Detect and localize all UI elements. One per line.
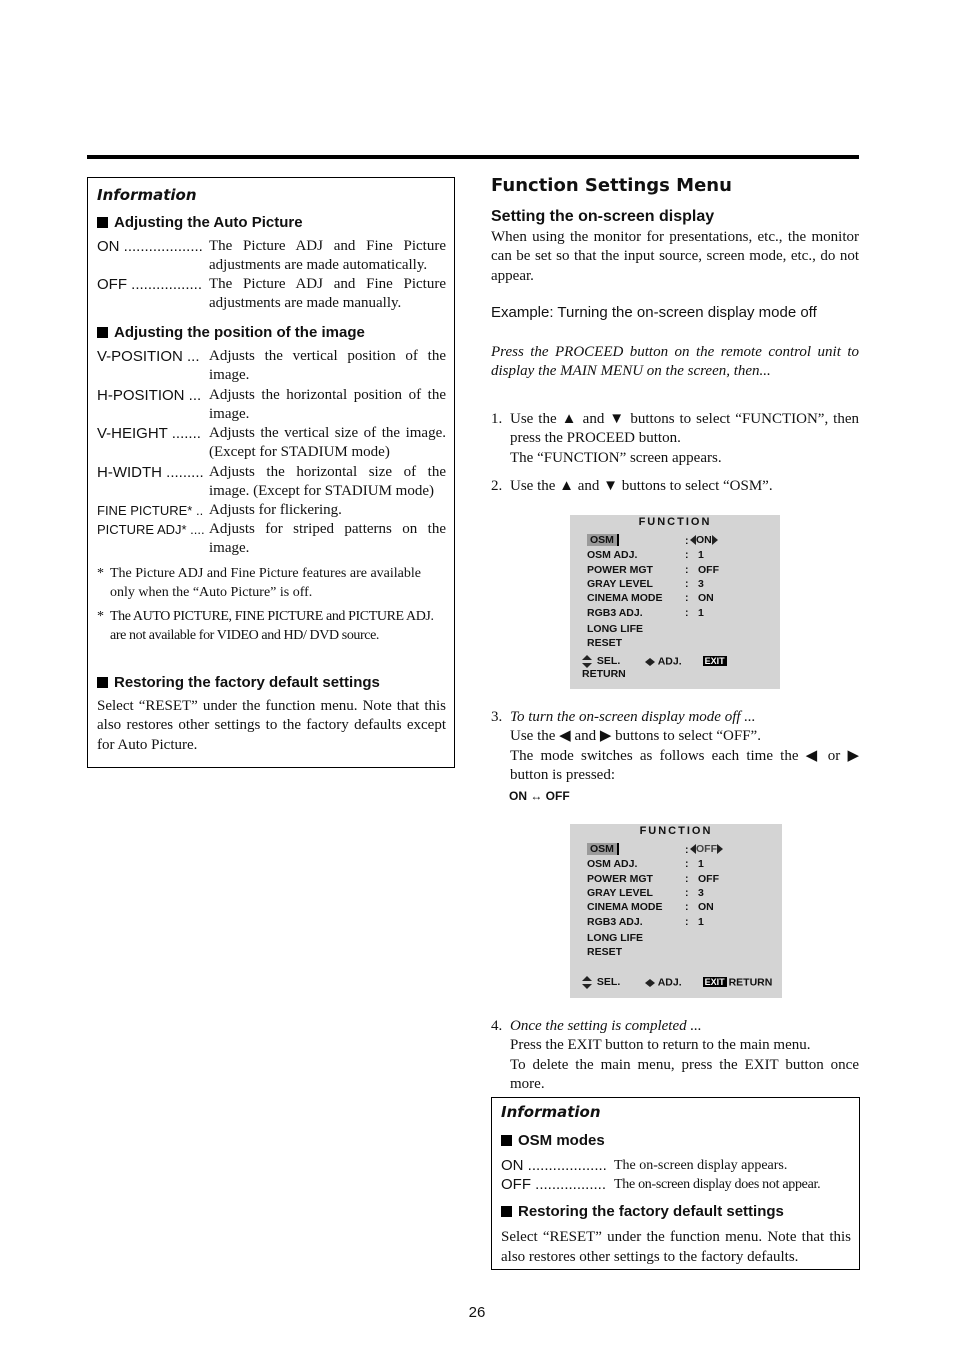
definition-row bbox=[97, 501, 446, 521]
definition-term: ON ................... bbox=[97, 238, 203, 255]
definition-term: FINE PICTURE* .. bbox=[97, 503, 204, 518]
example-heading: Example: Turning the on-screen display mode off bbox=[491, 304, 817, 321]
definition-row bbox=[97, 424, 446, 464]
osd-row-label bbox=[587, 843, 619, 855]
function-menu-osd: FUNCTION OSM : OFF OSM ADJ. : 1 POWER MGT : OFF GRAY LEVEL : 3 CINEMA MODE : ON RGB3 ADJ. : 1 LONG LIFE RESET SEL. ADJ. EXIT RETURN bbox=[570, 824, 782, 998]
definition-row bbox=[501, 1175, 851, 1195]
left-information-box bbox=[87, 177, 455, 768]
definition-row bbox=[97, 463, 446, 503]
definition-term: H-WIDTH ......... bbox=[97, 464, 204, 481]
definition-desc: The Picture ADJ and Fine Picture adjustments are made manually. bbox=[209, 276, 446, 312]
definition-desc: Adjusts for flickering. bbox=[209, 502, 342, 518]
footnote bbox=[97, 607, 446, 646]
osd-title: FUNCTION bbox=[638, 516, 712, 528]
footnote-marker: * bbox=[97, 566, 104, 581]
right-information-box bbox=[491, 1097, 860, 1270]
definition-desc: Adjusts the horizontal position of the image. bbox=[209, 387, 446, 423]
osd-title: FUNCTION bbox=[639, 825, 713, 837]
step-1: 1. Use the ▲ and ▼ buttons to select “FUNCTION”, then press the PROCEED button. The “FUNCTION” screen appears. bbox=[491, 410, 859, 470]
footnote-marker: * bbox=[97, 609, 104, 624]
exit-key-icon: EXIT bbox=[704, 656, 725, 667]
definition-row bbox=[97, 237, 446, 277]
definition-row bbox=[501, 1156, 851, 1176]
step-2: 2. Use the ▲ and ▼ buttons to select “OSM”. bbox=[491, 477, 859, 497]
restore-text: Select “RESET” under the function menu. Note that this also restores other settings to the factory defaults. bbox=[501, 1229, 851, 1265]
osd-value: ON bbox=[690, 534, 718, 546]
restore-heading: Restoring the factory default settings bbox=[501, 1203, 784, 1220]
definition-term: H-POSITION ... bbox=[97, 387, 202, 404]
info-title: Information bbox=[97, 186, 197, 204]
definition-row bbox=[97, 275, 446, 315]
top-rule bbox=[87, 155, 859, 159]
step-text: Once the setting is completed ... Press the EXIT button to return to the main menu. To delete the main menu, press the EXIT button once more. bbox=[510, 1018, 859, 1092]
intro-text: When using the monitor for presentations, etc., the monitor can be set so that the input source, screen mode, etc., do not appear. bbox=[491, 229, 859, 284]
section-title: Function Settings Menu bbox=[491, 175, 732, 196]
definition-desc: Adjusts the vertical size of the image. (Except for STADIUM mode) bbox=[209, 425, 446, 461]
definition-desc: Adjusts the horizontal size of the image. (Except for STADIUM mode) bbox=[209, 464, 446, 500]
function-menu-osd: FUNCTION OSM : ON OSM ADJ. : 1 POWER MGT : OFF GRAY LEVEL : 3 CINEMA MODE : ON RGB3 ADJ. : 1 LONG LIFE RESET SEL. ADJ. EXITRETURN bbox=[570, 515, 780, 689]
footnote-text: The Picture ADJ and Fine Picture features are available only when the “Auto Picture” is off. bbox=[110, 566, 421, 601]
definition-row bbox=[97, 347, 446, 387]
definition-term: V-POSITION ... bbox=[97, 348, 200, 365]
square-bullet-icon bbox=[97, 327, 108, 338]
step-text: Use the ▲ and ▼ buttons to select “FUNCTION”, then press the PROCEED button. The “FUNCTION” screen appears. bbox=[510, 411, 859, 466]
definition-desc: The Picture ADJ and Fine Picture adjustments are made automatically. bbox=[209, 238, 446, 274]
page-number: 26 bbox=[468, 1304, 486, 1321]
definition-term: OFF ................. bbox=[501, 1176, 607, 1193]
step-4: 4. Once the setting is completed ... Press the EXIT button to return to the main menu. To delete the main menu, press the EXIT button once more. bbox=[491, 1017, 859, 1097]
up-down-arrow-icon bbox=[582, 655, 592, 668]
toggle-sequence: ON ↔ OFF bbox=[509, 789, 570, 803]
definition-term: OFF ................. bbox=[97, 276, 203, 293]
osd-row-label bbox=[587, 534, 619, 546]
definition-term: PICTURE ADJ* .... bbox=[97, 522, 205, 537]
restore-text: Select “RESET” under the function menu. Note that this also restores other settings to the factory defaults except for Auto Picture. bbox=[97, 698, 446, 753]
square-bullet-icon bbox=[501, 1135, 512, 1146]
square-bullet-icon bbox=[501, 1206, 512, 1217]
auto-picture-heading: Adjusting the Auto Picture bbox=[97, 214, 303, 231]
right-arrow-icon bbox=[712, 535, 718, 545]
exit-key-icon: EXIT bbox=[704, 977, 725, 988]
up-down-arrow-icon bbox=[582, 976, 592, 989]
definition-row bbox=[97, 520, 446, 560]
right-arrow-icon bbox=[650, 979, 655, 987]
osd-selected-item: OSM bbox=[587, 843, 619, 855]
definition-desc: Adjusts the vertical position of the image. bbox=[209, 348, 446, 384]
square-bullet-icon bbox=[97, 217, 108, 228]
osd-value: OFF bbox=[690, 843, 723, 855]
definition-desc: The on-screen display does not appear. bbox=[614, 1177, 821, 1192]
osd-selected-item: OSM bbox=[587, 534, 619, 546]
footnote-text: The AUTO PICTURE, FINE PICTURE and PICTURE ADJ. are not available for VIDEO and HD/ DVD source. bbox=[110, 609, 434, 644]
definition-term: ON ................... bbox=[501, 1157, 607, 1174]
definition-row bbox=[97, 386, 446, 426]
info-title: Information bbox=[501, 1103, 601, 1121]
restore-heading: Restoring the factory default settings bbox=[97, 674, 380, 691]
footnote bbox=[97, 564, 446, 603]
square-bullet-icon bbox=[97, 677, 108, 688]
osm-modes-heading: OSM modes bbox=[501, 1132, 605, 1149]
instruction-text: Press the PROCEED button on the remote control unit to display the MAIN MENU on the screen, then... bbox=[491, 344, 859, 380]
definition-term: V-HEIGHT ....... bbox=[97, 425, 201, 442]
step-text: Use the ▲ and ▼ buttons to select “OSM”. bbox=[510, 478, 773, 494]
step-text: To turn the on-screen display mode off ... Use the ◀ and ▶ buttons to select “OFF”. The mode switches as follows each time the ◀ or ▶ button is pressed: bbox=[510, 709, 859, 783]
osd-footer: SEL. ADJ. EXIT RETURN bbox=[582, 976, 774, 989]
position-heading: Adjusting the position of the image bbox=[97, 324, 365, 341]
step-3: 3. To turn the on-screen display mode off ... Use the ◀ and ▶ buttons to select “OFF”. The mode switches as follows each time the ◀ or ▶ button is pressed: bbox=[491, 708, 859, 788]
subsection-title: Setting the on-screen display bbox=[491, 208, 715, 225]
right-arrow-icon bbox=[717, 844, 723, 854]
definition-desc: Adjusts for striped patterns on the image. bbox=[209, 521, 446, 557]
right-arrow-icon bbox=[650, 658, 655, 666]
osd-footer: SEL. ADJ. EXITRETURN bbox=[582, 655, 725, 680]
definition-desc: The on-screen display appears. bbox=[614, 1158, 788, 1173]
